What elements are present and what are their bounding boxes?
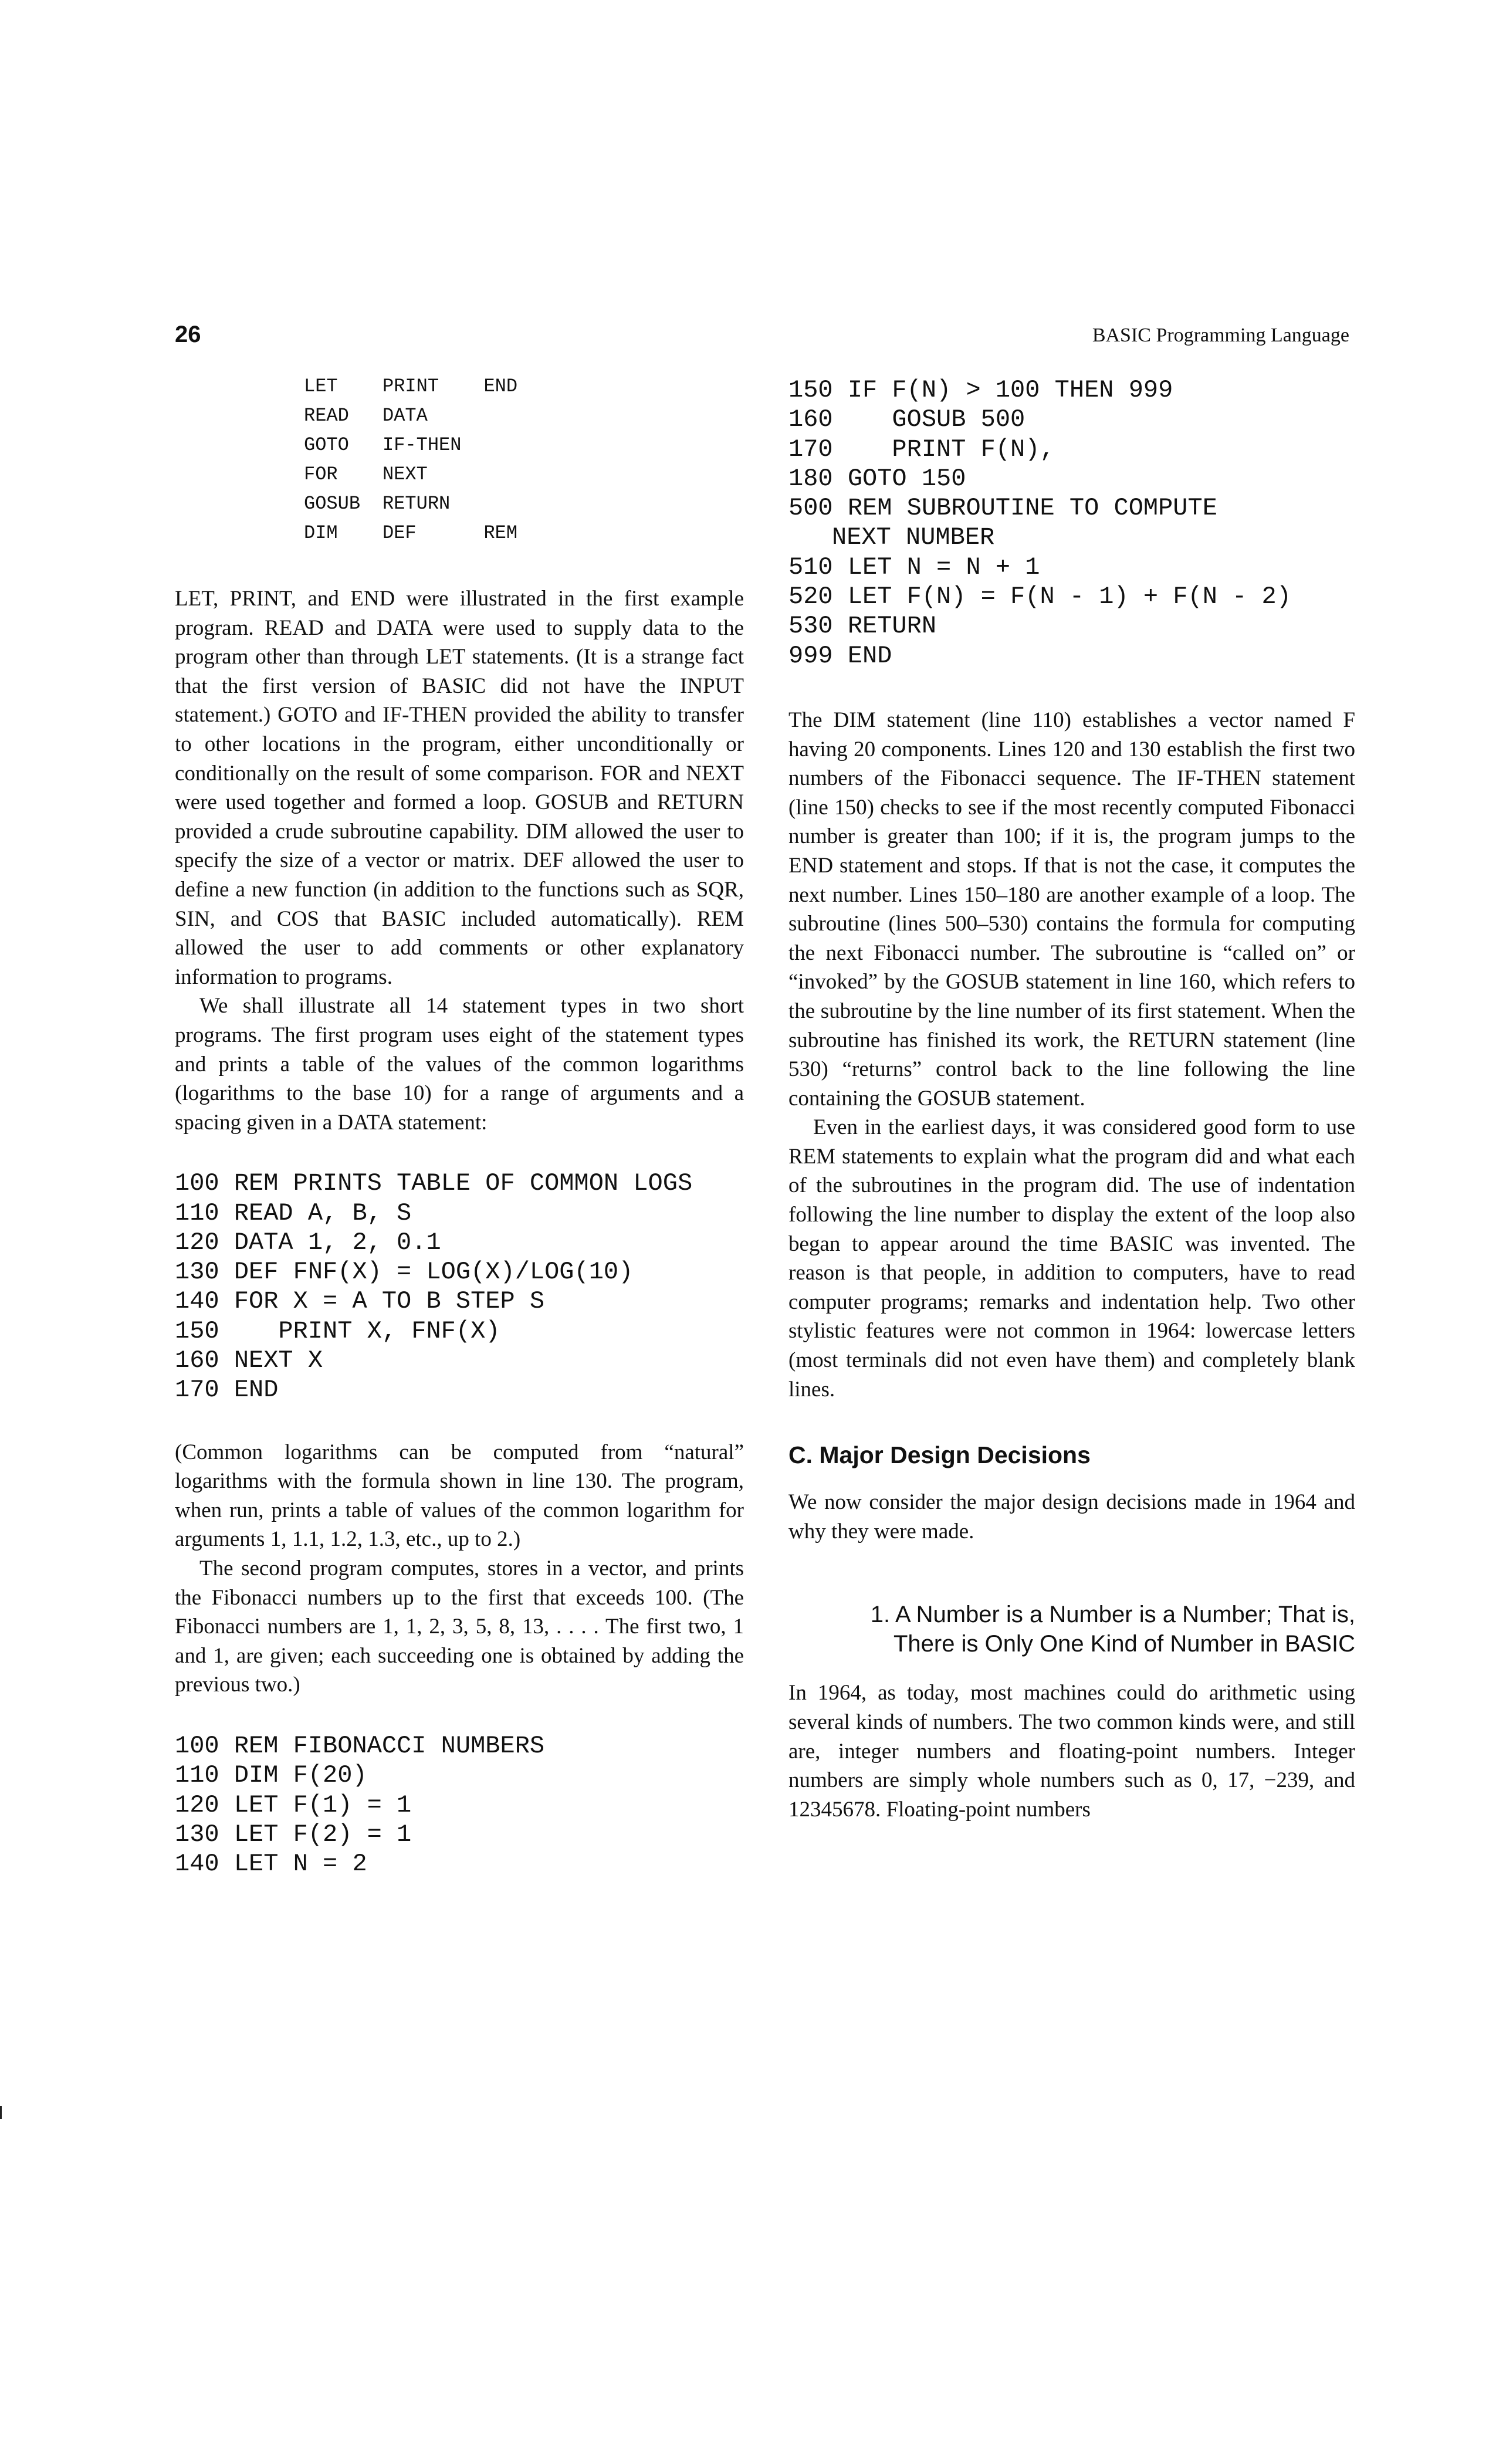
keyword-cell: DEF [383,522,417,544]
code-line: 140 LET N = 2 [175,1850,367,1879]
fibonacci-explanation-paragraph: The DIM statement (line 110) establishes a vector named F having 20 components. Lines 120 and 130 establish the first two numbers of the Fibonacci sequence. The IF-THEN statement (line 150) checks to see if the most recently computed Fibonacci number is greater than 100; if it is, the program jumps to the END statement and stops. If that is not the case, it computes the next number. Lines 150–180 are another example of a loop. The subroutine (lines 500–530) contains the formula for computing the next Fibonacci number. The subroutine is “called on” or “invoked” by the GOSUB statement in line 160, which refers to the subroutine by the line number of its first statement. When the subroutine has finished its work, the RETURN statement (line 530) “returns” control back to the line following the line containing the GOSUB statement. [788,708,1355,1111]
code-line: 110 DIM F(20) [175,1761,367,1790]
left-column [175,375,744,1911]
keyword-row [304,375,517,405]
code-line: 170 PRINT F(N), [788,435,1055,463]
subsection-heading [788,1600,1355,1659]
code-line: 130 DEF FNF(X) = LOG(X)/LOG(10) [175,1258,634,1287]
code-line: NEXT NUMBER [832,523,995,552]
code-line: 120 LET F(1) = 1 [175,1791,412,1819]
code-line: 510 LET N = N + 1 [788,553,1040,581]
statement-overview-paragraph: LET, PRINT, and END were illustrated in the first example program. READ and DATA were used to supply data to the program other than through LET statements. (It is a strange fact that the first version of BASIC did not have the INPUT statement.) GOTO and IF-THEN provided the ability to transfer to other locations in the program, either unconditionally or conditionally on the result of some comparison. FOR and NEXT were used together and formed a loop. GOSUB and RETURN provided a crude subroutine capability. DIM allowed the user to specify the size of a vector or matrix. DEF allowed the user to define a new function (in addition to the functions such as SQR, SIN, and COS that BASIC included automatically). REM allowed the user to add comments or other explanatory information to programs. [175,587,744,989]
code-line: 170 END [175,1376,279,1404]
number-types-paragraph: In 1964, as today, most machines could do arithmetic using several kinds of numbers. The two common kinds were, and still are, integer numbers and floating-point numbers. Integer numbers are simply whole numbers such as 0, 17, −239, and 12345678. Floating-point numbers [788,1681,1355,1822]
keyword-cell [483,405,517,434]
code-line: 120 DATA 1, 2, 0.1 [175,1228,441,1257]
design-intro-paragraph: We now consider the major design decisions made in 1964 and why they were made. [788,1490,1355,1544]
right-column [788,375,1355,1824]
keyword-row [304,493,517,522]
code-line: 110 READ A, B, S [175,1199,412,1227]
keyword-cell: LET [304,375,338,397]
section-heading: C. Major Design Decisions [788,1441,1091,1469]
keyword-row [304,463,517,493]
keyword-cell: NEXT [383,463,428,485]
subsection-heading-line2: There is Only One Kind of Number in BASIC [893,1631,1355,1657]
logarithm-program-listing [175,1169,744,1404]
keyword-cell: DATA [383,405,428,427]
page-number: 26 [175,321,201,347]
running-title: BASIC Programming Language [1092,324,1349,346]
keyword-row [304,434,517,463]
keyword-cell: READ [304,405,349,427]
keyword-table-body [304,375,517,551]
keyword-cell: GOSUB [304,493,361,515]
keyword-cell [483,434,517,463]
keyword-cell: REM [483,522,518,544]
code-line: 150 IF F(N) > 100 THEN 999 [788,376,1173,404]
code-line: 130 LET F(2) = 1 [175,1820,412,1849]
code-line: 160 NEXT X [175,1346,323,1375]
keyword-cell: RETURN [383,493,451,515]
keyword-cell [483,463,517,493]
keyword-row [304,405,517,434]
keyword-cell: IF-THEN [383,434,462,456]
keyword-cell: DIM [304,522,338,544]
code-line: 150 PRINT X, FNF(X) [175,1316,500,1345]
code-line: 160 GOSUB 500 [788,405,1025,434]
code-line: 100 REM FIBONACCI NUMBERS [175,1732,545,1760]
logarithm-note-paragraph: (Common logarithms can be computed from “natural” logarithms with the formula shown in line 130. The program, when run, prints a table of values of the common logarithm for arguments 1, 1.1, 1.2, 1.3, etc., up to 2.) [175,1440,744,1552]
edge-mark [0,2106,2,2119]
keyword-table [304,375,517,551]
keyword-cell: END [483,375,518,397]
code-line: 100 REM PRINTS TABLE OF COMMON LOGS [175,1169,693,1198]
keyword-cell: PRINT [383,375,439,397]
code-line: 520 LET F(N) = F(N - 1) + F(N - 2) [788,583,1291,611]
program-intro-paragraph: We shall illustrate all 14 statement types in two short programs. The first program uses eight of the statement types and prints a table of the values of the common logarithms (logarithms to the base 10) for a range of arguments and a spacing given in a DATA statement: [175,994,744,1135]
code-line: 530 RETURN [788,612,937,641]
code-line: 180 GOTO 150 [788,464,966,493]
fibonacci-intro-paragraph: The second program computes, stores in a vector, and prints the Fibonacci numbers up to the first that exceeds 100. (The Fibonacci numbers are 1, 1, 2, 3, 5, 8, 13, . . . . The first two, 1 and 1, are given; each succeeding one is obtained by adding the previous two.) [175,1556,744,1697]
keyword-cell: GOTO [304,434,349,456]
fibonacci-program-listing-part1 [175,1731,744,1879]
style-paragraph: Even in the earliest days, it was considered good form to use REM statements to explain what the program did and what each of the subroutines in the program did. The use of indentation following the line number to display the extent of the loop also began to appear around the time BASIC was invented. The reason is that people, in addition to computers, have to read computer programs; remarks and indentation help. Two other stylistic features were not common in 1964: lowercase letters (most terminals did not even have them) and completely blank lines. [788,1115,1355,1402]
code-line: 500 REM SUBROUTINE TO COMPUTE [788,494,1217,523]
keyword-row [304,522,517,551]
code-line: 140 FOR X = A TO B STEP S [175,1287,545,1316]
keyword-cell: FOR [304,463,338,485]
code-line: 999 END [788,641,892,670]
keyword-cell [483,493,517,522]
subsection-heading-line1: 1. A Number is a Number is a Number; That is, [870,1602,1355,1628]
fibonacci-program-listing-part2 [788,375,1355,671]
